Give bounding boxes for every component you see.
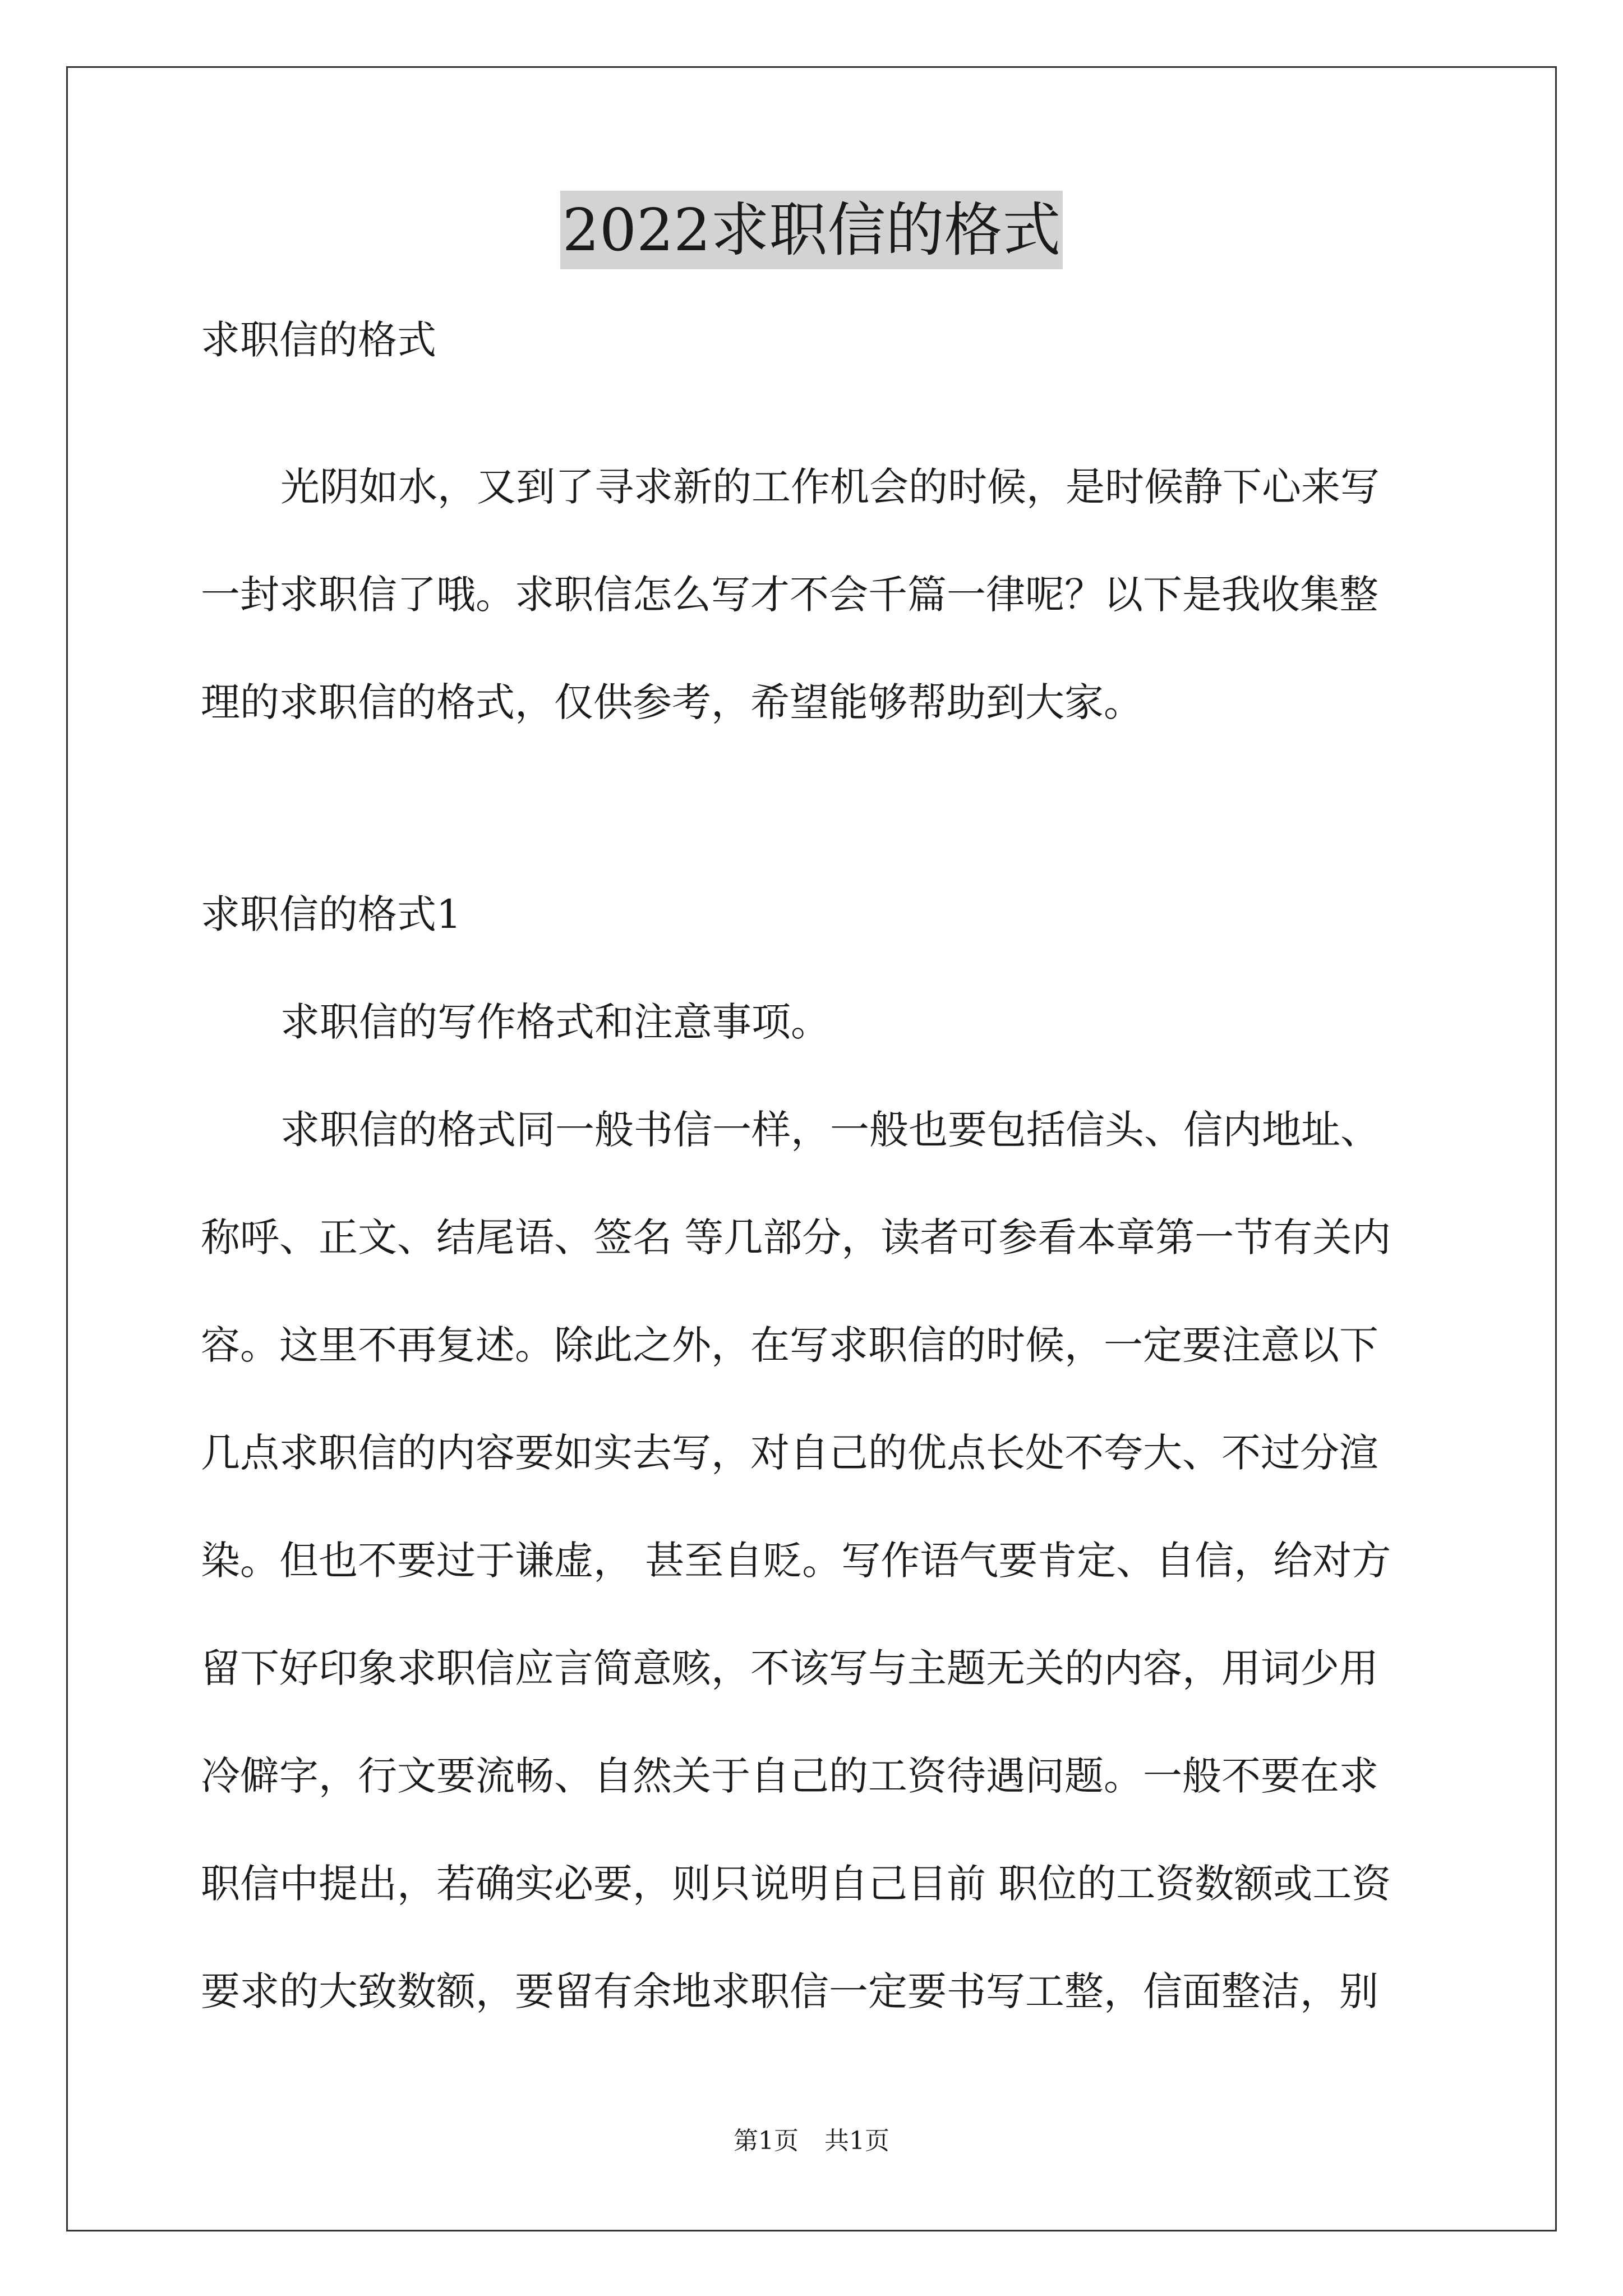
body-line: 职信中提出，若确实必要，则只说明自己目前 职位的工资数额或工资 bbox=[201, 1861, 1391, 1907]
intro-line: 理的求职信的格式，仅供参考，希望能够帮助到大家。 bbox=[201, 679, 1143, 725]
body-line: 几点求职信的内容要如实去写，对自己的优点长处不夸大、不过分渲 bbox=[201, 1430, 1378, 1476]
body-line: 称呼、正文、结尾语、签名 等几部分，读者可参看本章第一节有关内 bbox=[201, 1214, 1391, 1260]
intro-line: 光阴如水，又到了寻求新的工作机会的时候，是时候静下心来写 bbox=[280, 464, 1380, 510]
body-line: 留下好印象求职信应言简意赅，不该写与主题无关的内容，用词少用 bbox=[201, 1645, 1378, 1691]
body-line: 容。这里不再复述。除此之外，在写求职信的时候，一定要注意以下 bbox=[201, 1322, 1378, 1368]
body-line: 染。但也不要过于谦虚， 甚至自贬。写作语气要肯定、自信，给对方 bbox=[201, 1538, 1391, 1584]
section-heading: 求职信的格式1 bbox=[201, 891, 462, 937]
page-number-total: 共1页 bbox=[824, 2127, 889, 2155]
body-line: 求职信的格式同一般书信一样，一般也要包括信头、信内地址、 bbox=[280, 1107, 1380, 1153]
intro-line: 一封求职信了哦。求职信怎么写才不会千篇一律呢？以下是我收集整 bbox=[201, 572, 1378, 618]
document-title bbox=[0, 191, 1623, 269]
body-line: 冷僻字，行文要流畅、自然关于自己的工资待遇问题。一般不要在求 bbox=[201, 1753, 1378, 1799]
section-heading: 求职信的格式 bbox=[201, 317, 436, 363]
page-number-current: 第1页 bbox=[734, 2127, 799, 2155]
body-line: 要求的大致数额，要留有余地求职信一定要书写工整，信面整洁，别 bbox=[201, 1968, 1378, 2014]
document-title-text: 2022求职信的格式 bbox=[560, 191, 1063, 269]
page-footer bbox=[0, 2124, 1623, 2158]
section-subtitle: 求职信的写作格式和注意事项。 bbox=[280, 999, 830, 1045]
